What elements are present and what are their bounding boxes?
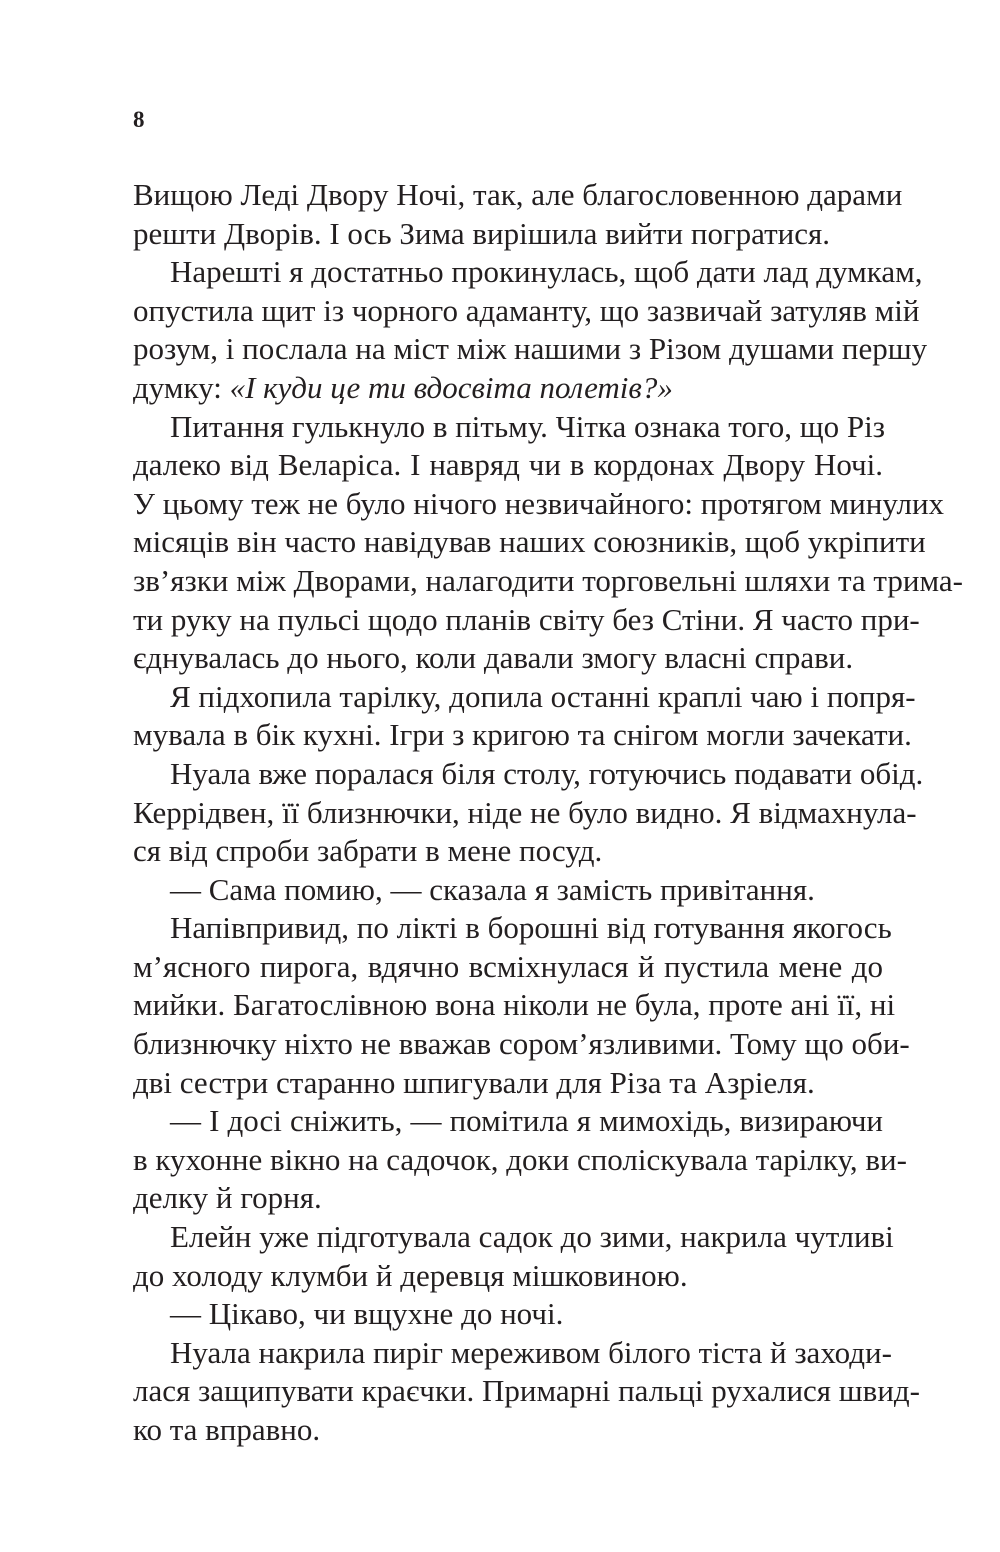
text-line: Керрідвен, її близнючки, ніде не було видно. Я відмахнула- bbox=[133, 794, 917, 830]
text-line: зв’язки між Дворами, налагодити торговельні шляхи та трима- bbox=[133, 562, 963, 598]
text-line: опустила щит із чорного адаманту, що зазвичай затуляв мій bbox=[133, 292, 920, 328]
text-line: Напівпривид, по лікті в борошні від готування якогось bbox=[170, 910, 892, 946]
text-line: Нарешті я достатньо прокинулась, щоб дати лад думкам, bbox=[170, 254, 923, 290]
text-line: мувала в бік кухні. Ігри з кригою та снігом могли зачекати. bbox=[133, 717, 912, 753]
text-line: мийки. Багатослівною вона ніколи не була, проте ані її, ні bbox=[133, 987, 896, 1023]
text-line: Я підхопила тарілку, допила останні краплі чаю і попря- bbox=[170, 678, 916, 714]
text-line: Елейн уже підготувала садок до зими, накрила чутливі bbox=[170, 1219, 894, 1255]
text-line: Нуала вже поралася біля столу, готуючись подавати обід. bbox=[170, 755, 924, 791]
text-line: далеко від Веларіса. І навряд чи в кордонах Двору Ночі. bbox=[133, 447, 883, 483]
text-line: ти руку на пульсі щодо планів світу без Стіни. Я часто при- bbox=[133, 601, 920, 637]
text-line: єднувалась до нього, коли давали змогу власні справи. bbox=[133, 640, 854, 676]
text-line: ко та вправно. bbox=[133, 1412, 321, 1447]
body-text bbox=[133, 176, 963, 1450]
text-line: — Цікаво, чи вщухне до ночі. bbox=[170, 1296, 564, 1332]
text-line: думку: «І куди це ти вдосвіта полетів?» bbox=[133, 369, 673, 405]
italic-thought: «І куди це ти вдосвіта полетів?» bbox=[229, 369, 673, 405]
text-line: розум, і послала на міст між нашими з Різом душами першу bbox=[133, 331, 928, 367]
text-line: Нуала накрила пиріг мереживом білого тіста й заходи- bbox=[170, 1334, 892, 1370]
text-line: близнючку ніхто не вважав сором’язливими. Тому що оби- bbox=[133, 1026, 910, 1062]
text-line: ся від спроби забрати в мене посуд. bbox=[133, 833, 603, 869]
text-line: до холоду клумби й деревця мішковиною. bbox=[133, 1257, 688, 1293]
page-number: 8 bbox=[133, 107, 145, 132]
text-line: м’ясного пирога, вдячно всміхнулася й пустила мене до bbox=[133, 948, 883, 984]
text-line: в кухонне вікно на садочок, доки споліскувала тарілку, ви- bbox=[133, 1141, 907, 1177]
text-line: Вищою Леді Двору Ночі, так, але благословенною дарами bbox=[133, 177, 903, 212]
text-line: лася защипувати краєчки. Примарні пальці рухалися швид- bbox=[133, 1373, 921, 1409]
text-line: решти Дворів. І ось Зима вирішила вийти погратися. bbox=[133, 215, 831, 251]
text-line: Питання гулькнуло в пітьму. Чітка ознака того, що Різ bbox=[170, 408, 886, 444]
text-line: делку й горня. bbox=[133, 1180, 322, 1216]
text-line: дві сестри старанно шпигували для Різа та Азріеля. bbox=[133, 1064, 815, 1100]
text-line: місяців він часто навідував наших союзників, щоб укріпити bbox=[133, 524, 926, 560]
text-line: — І досі сніжить, — помітила я мимохідь, визираючи bbox=[170, 1103, 883, 1139]
text-line: — Сама помию, — сказала я замість привітання. bbox=[170, 871, 815, 907]
text-line: У цьому теж не було нічого незвичайного: протягом минулих bbox=[133, 485, 945, 521]
